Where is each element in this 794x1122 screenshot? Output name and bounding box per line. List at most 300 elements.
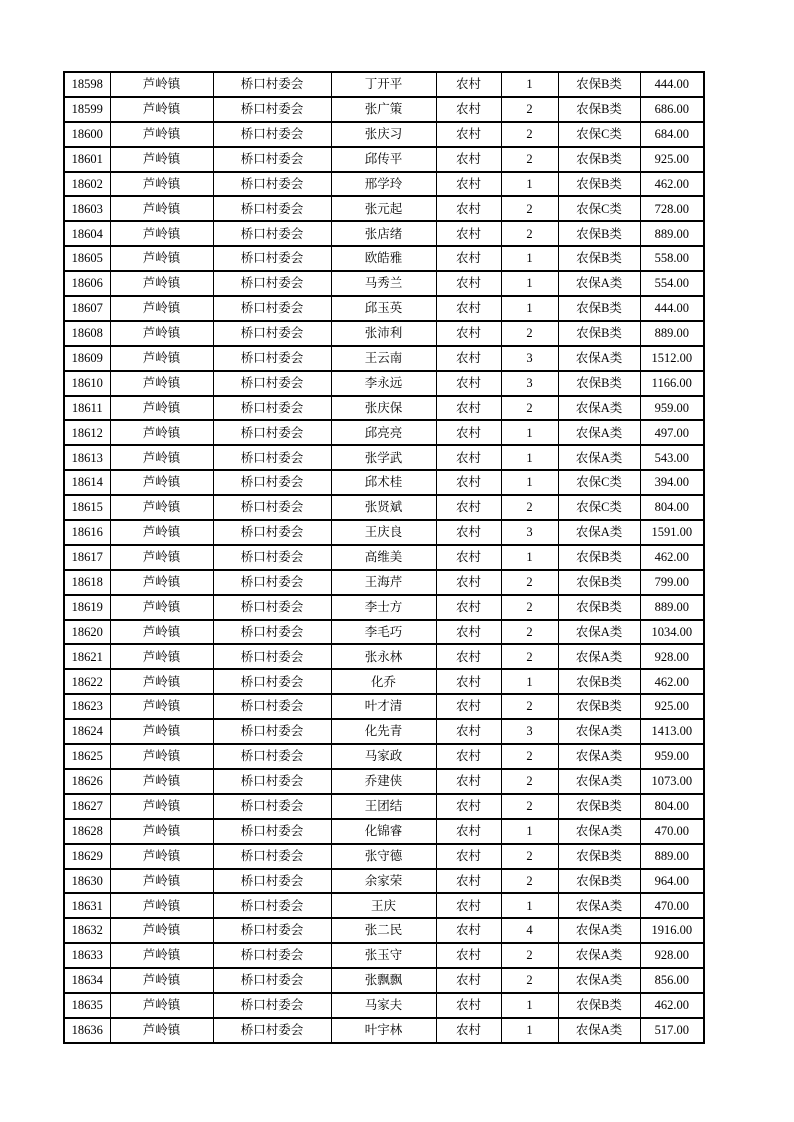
cell-insurance_category: 农保B类 <box>558 172 640 197</box>
table-row <box>64 918 704 943</box>
cell-residence_type: 农村 <box>436 669 501 694</box>
cell-serial_no: 18631 <box>64 893 110 918</box>
cell-amount: 554.00 <box>640 271 704 296</box>
table-row <box>64 445 704 470</box>
cell-name: 张二民 <box>331 918 436 943</box>
cell-town: 芦岭镇 <box>110 545 213 570</box>
cell-amount: 462.00 <box>640 172 704 197</box>
table-row <box>64 147 704 172</box>
cell-insurance_category: 农保A类 <box>558 744 640 769</box>
cell-person_count: 2 <box>501 396 558 421</box>
cell-town: 芦岭镇 <box>110 296 213 321</box>
cell-insurance_category: 农保A类 <box>558 918 640 943</box>
cell-village_committee: 桥口村委会 <box>213 246 331 271</box>
cell-residence_type: 农村 <box>436 1018 501 1043</box>
cell-serial_no: 18619 <box>64 595 110 620</box>
cell-residence_type: 农村 <box>436 371 501 396</box>
cell-village_committee: 桥口村委会 <box>213 196 331 221</box>
table-row <box>64 595 704 620</box>
cell-person_count: 2 <box>501 595 558 620</box>
cell-town: 芦岭镇 <box>110 968 213 993</box>
cell-town: 芦岭镇 <box>110 97 213 122</box>
cell-town: 芦岭镇 <box>110 396 213 421</box>
cell-name: 邱传平 <box>331 147 436 172</box>
table-row <box>64 470 704 495</box>
cell-person_count: 2 <box>501 570 558 595</box>
table-row <box>64 620 704 645</box>
cell-amount: 444.00 <box>640 296 704 321</box>
cell-name: 高维美 <box>331 545 436 570</box>
cell-name: 李士方 <box>331 595 436 620</box>
cell-serial_no: 18612 <box>64 420 110 445</box>
cell-name: 丁开平 <box>331 72 436 97</box>
cell-residence_type: 农村 <box>436 196 501 221</box>
cell-person_count: 2 <box>501 769 558 794</box>
cell-insurance_category: 农保A类 <box>558 346 640 371</box>
table-row <box>64 545 704 570</box>
cell-serial_no: 18633 <box>64 943 110 968</box>
cell-town: 芦岭镇 <box>110 246 213 271</box>
cell-name: 李永远 <box>331 371 436 396</box>
cell-residence_type: 农村 <box>436 893 501 918</box>
cell-name: 王云南 <box>331 346 436 371</box>
cell-name: 张店绪 <box>331 221 436 246</box>
cell-name: 张学武 <box>331 445 436 470</box>
cell-amount: 925.00 <box>640 147 704 172</box>
cell-residence_type: 农村 <box>436 620 501 645</box>
cell-village_committee: 桥口村委会 <box>213 669 331 694</box>
cell-village_committee: 桥口村委会 <box>213 520 331 545</box>
cell-person_count: 1 <box>501 993 558 1018</box>
table-body <box>64 72 704 1043</box>
table-row <box>64 744 704 769</box>
cell-name: 邱玉英 <box>331 296 436 321</box>
table-row <box>64 321 704 346</box>
cell-residence_type: 农村 <box>436 570 501 595</box>
cell-residence_type: 农村 <box>436 794 501 819</box>
cell-name: 张贤斌 <box>331 495 436 520</box>
cell-serial_no: 18632 <box>64 918 110 943</box>
table-row <box>64 246 704 271</box>
cell-insurance_category: 农保A类 <box>558 420 640 445</box>
table-row <box>64 172 704 197</box>
cell-residence_type: 农村 <box>436 470 501 495</box>
cell-village_committee: 桥口村委会 <box>213 694 331 719</box>
cell-residence_type: 农村 <box>436 769 501 794</box>
table-row <box>64 719 704 744</box>
cell-insurance_category: 农保A类 <box>558 893 640 918</box>
cell-insurance_category: 农保C类 <box>558 470 640 495</box>
cell-person_count: 2 <box>501 196 558 221</box>
cell-name: 马家政 <box>331 744 436 769</box>
cell-village_committee: 桥口村委会 <box>213 420 331 445</box>
table-row <box>64 570 704 595</box>
cell-village_committee: 桥口村委会 <box>213 371 331 396</box>
cell-residence_type: 农村 <box>436 694 501 719</box>
cell-town: 芦岭镇 <box>110 794 213 819</box>
cell-person_count: 2 <box>501 620 558 645</box>
cell-village_committee: 桥口村委会 <box>213 943 331 968</box>
cell-village_committee: 桥口村委会 <box>213 620 331 645</box>
cell-residence_type: 农村 <box>436 719 501 744</box>
cell-residence_type: 农村 <box>436 420 501 445</box>
cell-amount: 1413.00 <box>640 719 704 744</box>
cell-village_committee: 桥口村委会 <box>213 769 331 794</box>
cell-residence_type: 农村 <box>436 147 501 172</box>
cell-village_committee: 桥口村委会 <box>213 819 331 844</box>
cell-insurance_category: 农保B类 <box>558 993 640 1018</box>
cell-person_count: 1 <box>501 445 558 470</box>
cell-town: 芦岭镇 <box>110 644 213 669</box>
cell-insurance_category: 农保B类 <box>558 371 640 396</box>
cell-village_committee: 桥口村委会 <box>213 968 331 993</box>
cell-amount: 686.00 <box>640 97 704 122</box>
cell-serial_no: 18614 <box>64 470 110 495</box>
cell-serial_no: 18610 <box>64 371 110 396</box>
table-row <box>64 644 704 669</box>
cell-insurance_category: 农保C类 <box>558 122 640 147</box>
cell-person_count: 1 <box>501 271 558 296</box>
cell-name: 余家荣 <box>331 869 436 894</box>
cell-serial_no: 18634 <box>64 968 110 993</box>
cell-village_committee: 桥口村委会 <box>213 495 331 520</box>
table-row <box>64 769 704 794</box>
cell-town: 芦岭镇 <box>110 595 213 620</box>
cell-residence_type: 农村 <box>436 545 501 570</box>
cell-insurance_category: 农保A类 <box>558 968 640 993</box>
cell-amount: 470.00 <box>640 893 704 918</box>
cell-insurance_category: 农保B类 <box>558 296 640 321</box>
cell-amount: 1034.00 <box>640 620 704 645</box>
cell-town: 芦岭镇 <box>110 893 213 918</box>
cell-insurance_category: 农保B类 <box>558 794 640 819</box>
cell-insurance_category: 农保B类 <box>558 147 640 172</box>
cell-town: 芦岭镇 <box>110 869 213 894</box>
cell-person_count: 2 <box>501 97 558 122</box>
cell-town: 芦岭镇 <box>110 321 213 346</box>
cell-insurance_category: 农保C类 <box>558 196 640 221</box>
cell-name: 张庆保 <box>331 396 436 421</box>
cell-village_committee: 桥口村委会 <box>213 869 331 894</box>
cell-person_count: 2 <box>501 943 558 968</box>
cell-amount: 928.00 <box>640 943 704 968</box>
cell-person_count: 1 <box>501 1018 558 1043</box>
cell-town: 芦岭镇 <box>110 620 213 645</box>
cell-amount: 462.00 <box>640 669 704 694</box>
table-row <box>64 794 704 819</box>
cell-village_committee: 桥口村委会 <box>213 744 331 769</box>
cell-insurance_category: 农保B类 <box>558 321 640 346</box>
cell-insurance_category: 农保B类 <box>558 545 640 570</box>
cell-residence_type: 农村 <box>436 968 501 993</box>
cell-person_count: 1 <box>501 420 558 445</box>
cell-village_committee: 桥口村委会 <box>213 719 331 744</box>
cell-person_count: 2 <box>501 644 558 669</box>
cell-residence_type: 农村 <box>436 993 501 1018</box>
cell-serial_no: 18618 <box>64 570 110 595</box>
table-row <box>64 196 704 221</box>
cell-person_count: 2 <box>501 221 558 246</box>
cell-amount: 728.00 <box>640 196 704 221</box>
cell-village_committee: 桥口村委会 <box>213 321 331 346</box>
cell-name: 化乔 <box>331 669 436 694</box>
cell-town: 芦岭镇 <box>110 918 213 943</box>
cell-village_committee: 桥口村委会 <box>213 644 331 669</box>
cell-town: 芦岭镇 <box>110 371 213 396</box>
cell-name: 张飘飘 <box>331 968 436 993</box>
cell-person_count: 2 <box>501 495 558 520</box>
cell-insurance_category: 农保B类 <box>558 221 640 246</box>
cell-insurance_category: 农保A类 <box>558 719 640 744</box>
cell-name: 叶才清 <box>331 694 436 719</box>
cell-person_count: 1 <box>501 819 558 844</box>
cell-serial_no: 18606 <box>64 271 110 296</box>
cell-town: 芦岭镇 <box>110 72 213 97</box>
pension-roster-table <box>63 71 705 1044</box>
cell-insurance_category: 农保C类 <box>558 495 640 520</box>
cell-residence_type: 农村 <box>436 271 501 296</box>
cell-person_count: 2 <box>501 122 558 147</box>
cell-person_count: 1 <box>501 893 558 918</box>
cell-serial_no: 18608 <box>64 321 110 346</box>
cell-amount: 1512.00 <box>640 346 704 371</box>
cell-serial_no: 18630 <box>64 869 110 894</box>
cell-serial_no: 18629 <box>64 844 110 869</box>
cell-village_committee: 桥口村委会 <box>213 97 331 122</box>
cell-insurance_category: 农保B类 <box>558 570 640 595</box>
cell-insurance_category: 农保A类 <box>558 271 640 296</box>
cell-amount: 928.00 <box>640 644 704 669</box>
cell-amount: 964.00 <box>640 869 704 894</box>
cell-residence_type: 农村 <box>436 445 501 470</box>
table-row <box>64 396 704 421</box>
cell-amount: 804.00 <box>640 495 704 520</box>
cell-amount: 889.00 <box>640 844 704 869</box>
cell-town: 芦岭镇 <box>110 1018 213 1043</box>
cell-town: 芦岭镇 <box>110 819 213 844</box>
cell-village_committee: 桥口村委会 <box>213 595 331 620</box>
cell-town: 芦岭镇 <box>110 147 213 172</box>
cell-amount: 462.00 <box>640 993 704 1018</box>
cell-insurance_category: 农保A类 <box>558 644 640 669</box>
cell-residence_type: 农村 <box>436 296 501 321</box>
cell-name: 张永林 <box>331 644 436 669</box>
cell-insurance_category: 农保A类 <box>558 1018 640 1043</box>
cell-insurance_category: 农保B类 <box>558 669 640 694</box>
cell-village_committee: 桥口村委会 <box>213 918 331 943</box>
cell-insurance_category: 农保B类 <box>558 97 640 122</box>
cell-residence_type: 农村 <box>436 321 501 346</box>
cell-person_count: 2 <box>501 744 558 769</box>
cell-town: 芦岭镇 <box>110 694 213 719</box>
cell-serial_no: 18622 <box>64 669 110 694</box>
cell-serial_no: 18615 <box>64 495 110 520</box>
cell-town: 芦岭镇 <box>110 719 213 744</box>
cell-person_count: 4 <box>501 918 558 943</box>
table-row <box>64 420 704 445</box>
cell-name: 张庆习 <box>331 122 436 147</box>
cell-name: 张广策 <box>331 97 436 122</box>
cell-residence_type: 农村 <box>436 943 501 968</box>
cell-residence_type: 农村 <box>436 97 501 122</box>
cell-serial_no: 18611 <box>64 396 110 421</box>
cell-insurance_category: 农保A类 <box>558 445 640 470</box>
table-row <box>64 97 704 122</box>
cell-serial_no: 18613 <box>64 445 110 470</box>
cell-person_count: 3 <box>501 371 558 396</box>
cell-town: 芦岭镇 <box>110 470 213 495</box>
cell-amount: 856.00 <box>640 968 704 993</box>
cell-name: 乔建侠 <box>331 769 436 794</box>
cell-residence_type: 农村 <box>436 172 501 197</box>
cell-serial_no: 18620 <box>64 620 110 645</box>
table-row <box>64 520 704 545</box>
cell-town: 芦岭镇 <box>110 196 213 221</box>
cell-insurance_category: 农保B类 <box>558 72 640 97</box>
cell-name: 李毛巧 <box>331 620 436 645</box>
cell-residence_type: 农村 <box>436 595 501 620</box>
cell-person_count: 1 <box>501 72 558 97</box>
cell-amount: 1073.00 <box>640 769 704 794</box>
cell-serial_no: 18616 <box>64 520 110 545</box>
cell-serial_no: 18605 <box>64 246 110 271</box>
cell-insurance_category: 农保B类 <box>558 246 640 271</box>
cell-residence_type: 农村 <box>436 495 501 520</box>
cell-amount: 889.00 <box>640 221 704 246</box>
table-row <box>64 669 704 694</box>
cell-insurance_category: 农保B类 <box>558 844 640 869</box>
cell-insurance_category: 农保A类 <box>558 396 640 421</box>
cell-name: 马家夫 <box>331 993 436 1018</box>
cell-name: 王庆 <box>331 893 436 918</box>
cell-town: 芦岭镇 <box>110 769 213 794</box>
table-row <box>64 819 704 844</box>
cell-insurance_category: 农保A类 <box>558 520 640 545</box>
cell-serial_no: 18603 <box>64 196 110 221</box>
cell-town: 芦岭镇 <box>110 172 213 197</box>
cell-village_committee: 桥口村委会 <box>213 794 331 819</box>
cell-name: 邱亮亮 <box>331 420 436 445</box>
cell-village_committee: 桥口村委会 <box>213 993 331 1018</box>
cell-person_count: 1 <box>501 296 558 321</box>
cell-name: 王庆良 <box>331 520 436 545</box>
cell-village_committee: 桥口村委会 <box>213 844 331 869</box>
cell-insurance_category: 农保A类 <box>558 769 640 794</box>
cell-serial_no: 18601 <box>64 147 110 172</box>
cell-residence_type: 农村 <box>436 396 501 421</box>
cell-person_count: 3 <box>501 719 558 744</box>
cell-village_committee: 桥口村委会 <box>213 122 331 147</box>
cell-person_count: 3 <box>501 346 558 371</box>
cell-serial_no: 18607 <box>64 296 110 321</box>
cell-name: 王海芹 <box>331 570 436 595</box>
cell-name: 张沛利 <box>331 321 436 346</box>
cell-amount: 444.00 <box>640 72 704 97</box>
cell-amount: 543.00 <box>640 445 704 470</box>
cell-person_count: 2 <box>501 694 558 719</box>
table-row <box>64 221 704 246</box>
cell-serial_no: 18636 <box>64 1018 110 1043</box>
table-row <box>64 371 704 396</box>
cell-name: 张玉守 <box>331 943 436 968</box>
cell-town: 芦岭镇 <box>110 221 213 246</box>
cell-town: 芦岭镇 <box>110 844 213 869</box>
cell-insurance_category: 农保A类 <box>558 620 640 645</box>
table-row <box>64 694 704 719</box>
cell-amount: 684.00 <box>640 122 704 147</box>
cell-person_count: 2 <box>501 869 558 894</box>
cell-name: 王团结 <box>331 794 436 819</box>
table-row <box>64 993 704 1018</box>
cell-insurance_category: 农保A类 <box>558 819 640 844</box>
cell-amount: 889.00 <box>640 595 704 620</box>
cell-name: 化先青 <box>331 719 436 744</box>
cell-town: 芦岭镇 <box>110 495 213 520</box>
cell-village_committee: 桥口村委会 <box>213 445 331 470</box>
cell-town: 芦岭镇 <box>110 570 213 595</box>
cell-person_count: 2 <box>501 147 558 172</box>
cell-amount: 959.00 <box>640 396 704 421</box>
cell-name: 叶宇林 <box>331 1018 436 1043</box>
cell-serial_no: 18626 <box>64 769 110 794</box>
cell-amount: 1916.00 <box>640 918 704 943</box>
cell-person_count: 1 <box>501 172 558 197</box>
cell-name: 欧皓雅 <box>331 246 436 271</box>
cell-residence_type: 农村 <box>436 221 501 246</box>
cell-village_committee: 桥口村委会 <box>213 1018 331 1043</box>
table-row <box>64 122 704 147</box>
cell-person_count: 2 <box>501 968 558 993</box>
cell-residence_type: 农村 <box>436 918 501 943</box>
table-row <box>64 271 704 296</box>
cell-name: 邱术桂 <box>331 470 436 495</box>
cell-village_committee: 桥口村委会 <box>213 72 331 97</box>
cell-name: 马秀兰 <box>331 271 436 296</box>
cell-amount: 959.00 <box>640 744 704 769</box>
cell-amount: 558.00 <box>640 246 704 271</box>
cell-amount: 799.00 <box>640 570 704 595</box>
table-row <box>64 869 704 894</box>
cell-village_committee: 桥口村委会 <box>213 570 331 595</box>
cell-residence_type: 农村 <box>436 246 501 271</box>
cell-person_count: 2 <box>501 321 558 346</box>
cell-serial_no: 18600 <box>64 122 110 147</box>
cell-serial_no: 18623 <box>64 694 110 719</box>
cell-amount: 1591.00 <box>640 520 704 545</box>
cell-name: 化锦睿 <box>331 819 436 844</box>
table-row <box>64 844 704 869</box>
cell-residence_type: 农村 <box>436 844 501 869</box>
cell-amount: 470.00 <box>640 819 704 844</box>
cell-name: 张守德 <box>331 844 436 869</box>
cell-serial_no: 18624 <box>64 719 110 744</box>
cell-amount: 804.00 <box>640 794 704 819</box>
cell-amount: 889.00 <box>640 321 704 346</box>
cell-town: 芦岭镇 <box>110 346 213 371</box>
cell-serial_no: 18609 <box>64 346 110 371</box>
cell-village_committee: 桥口村委会 <box>213 271 331 296</box>
cell-village_committee: 桥口村委会 <box>213 296 331 321</box>
cell-town: 芦岭镇 <box>110 993 213 1018</box>
cell-residence_type: 农村 <box>436 520 501 545</box>
table-row <box>64 943 704 968</box>
table-row <box>64 296 704 321</box>
cell-person_count: 1 <box>501 246 558 271</box>
cell-residence_type: 农村 <box>436 122 501 147</box>
cell-serial_no: 18625 <box>64 744 110 769</box>
cell-insurance_category: 农保B类 <box>558 869 640 894</box>
cell-amount: 1166.00 <box>640 371 704 396</box>
